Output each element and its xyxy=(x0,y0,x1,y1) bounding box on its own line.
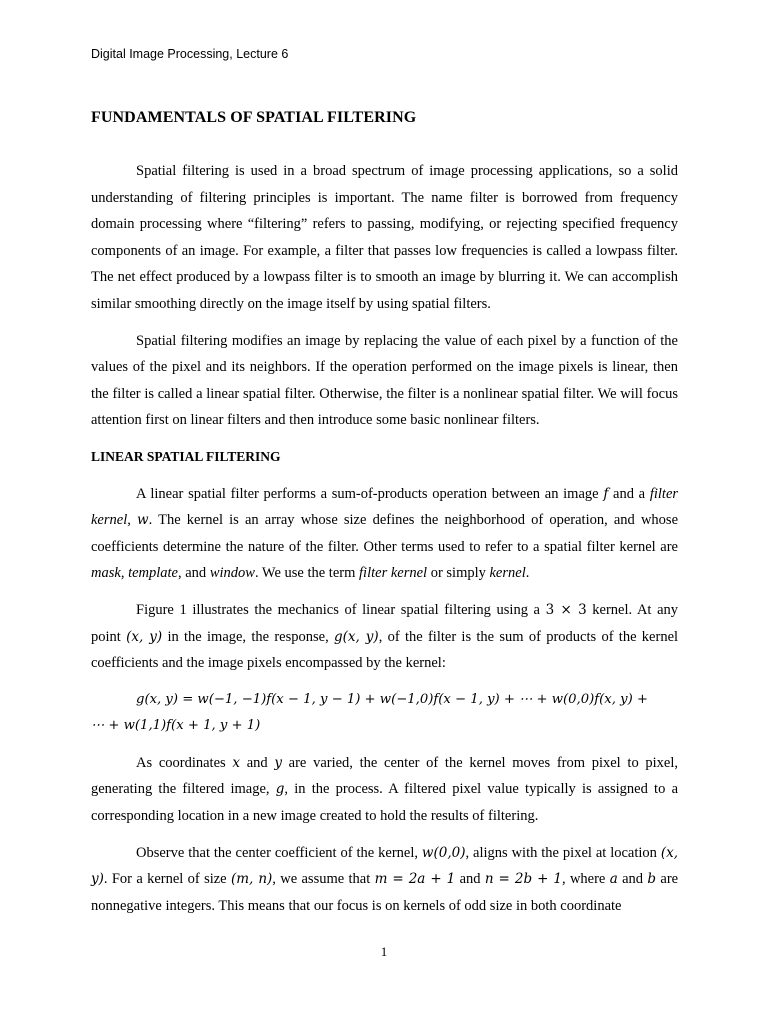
paragraph-5: As coordinates x and y are varied, the center of the kernel moves from pixel to pixel, generating the filtered image, g, in the process. A filtered pixel value typically is assigned to a corresponding location in a new image created to hold the results of filtering. xyxy=(91,754,679,825)
math-point: (x, y) xyxy=(126,628,163,645)
paragraph-6: Observe that the center coefficient of the kernel, w(0,0), aligns with the pixel at location (x, y). For a kernel of size (m, n), we assume that m = 2a + 1 and n = 2b + 1, where a and b are nonnegative integers. This means that our focus is on kernels of odd size in both coordinate xyxy=(91,844,679,914)
equation-block xyxy=(91,687,678,740)
document-title: FUNDAMENTALS OF SPATIAL FILTERING xyxy=(91,109,417,126)
paragraph-2: Spatial filtering modifies an image by replacing the value of each pixel by a function of the values of the pixel and its neighbors. If the operation performed on the image pixels is linear, then the filter is called a linear spatial filter. Otherwise, the filter is a nonlinear spatial filter. We will focus attention first on linear filters and then introduce some basic nonlinear filters. xyxy=(91,332,678,429)
math-f: f xyxy=(603,485,609,502)
section-heading: LINEAR SPATIAL FILTERING xyxy=(91,448,281,464)
math-w: w xyxy=(137,512,149,529)
running-header: Digital Image Processing, Lecture 6 xyxy=(91,47,289,61)
page-number: 1 xyxy=(380,944,388,959)
math-response: g(x, y) xyxy=(334,628,379,645)
paragraph-1: Spatial filtering is used in a broad spectrum of image processing applications, so a solid understanding of filtering principles is important. The name filter is borrowed from frequency domain processing where “filtering” refers to passing, modifying, or rejecting specified frequency components of an image. For example, a filter that passes low frequencies is called a lowpass filter. The net effect produced by a lowpass filter is to smooth an image by blurring it. We can accomplish similar smoothing directly on the image itself by using spatial filters. xyxy=(91,163,678,312)
equation-line-2: ⋯ + w(1,1)f(x + 1, y + 1) xyxy=(91,718,261,734)
paragraph-3: A linear spatial filter performs a sum-of-products operation between an image f and a filter kernel, w. The kernel is an array whose size defines the neighborhood of operation, and whose coefficients determine the nature of the filter. Other terms used to refer to a spatial filter kernel are mask, template, and window. We use the term filter kernel or simply kernel. xyxy=(91,485,679,582)
math-kernel-size: 3 × 3 xyxy=(545,601,587,618)
equation-line-1: g(x, y) = w(−1, −1)f(x − 1, y − 1) + w(−1,0)f(x − 1, y) + ⋯ + w(0,0)f(x, y) + xyxy=(136,691,648,707)
body-text xyxy=(91,158,678,929)
paragraph-4: Figure 1 illustrates the mechanics of linear spatial filtering using a 3 × 3 kernel. At any point (x, y) in the image, the response, g(x, y), of the filter is the sum of products of the kernel coefficients and the image pixels encompassed by the kernel: xyxy=(91,601,679,672)
